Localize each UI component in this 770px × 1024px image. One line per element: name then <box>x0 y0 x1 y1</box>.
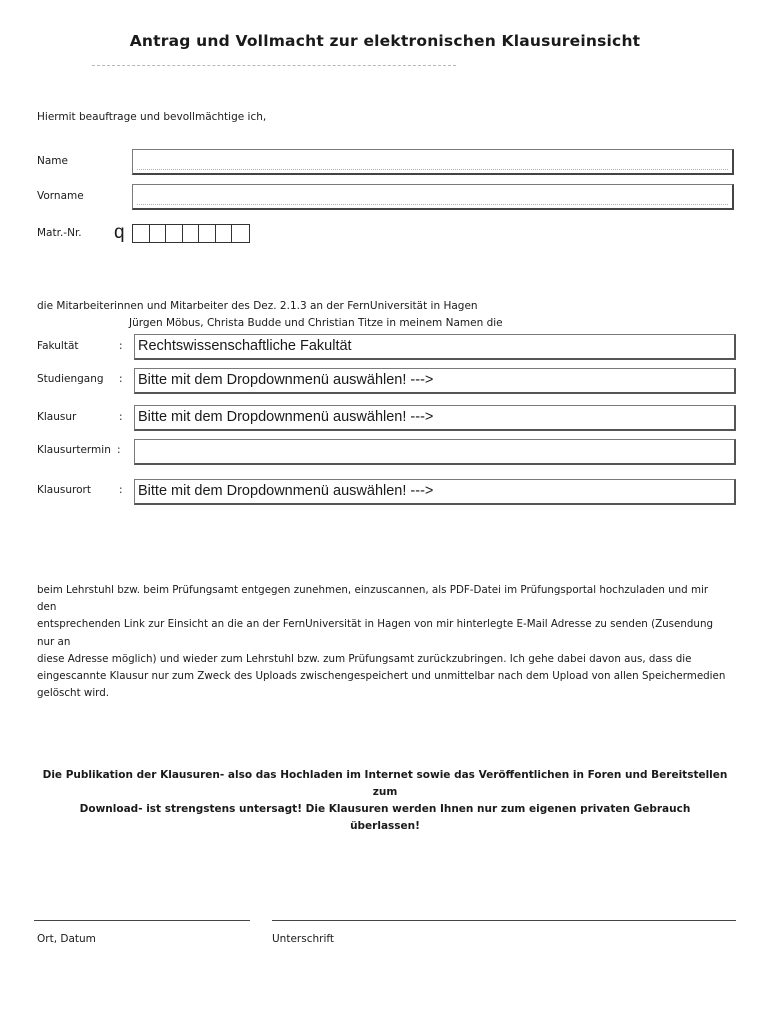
consent-line: eingescannte Klausur nur zum Zweck des Uploads zwischengespeichert und unmittelbar nach dem Upload von allen Speichermedien <box>37 670 726 683</box>
consent-line: diese Adresse möglich) und wieder zum Lehrstuhl bzw. zum Prüfungsamt zurückzubringen. Ich gehe dabei davon aus, dass die <box>37 652 692 665</box>
klausurtermin-colon: : <box>117 444 121 456</box>
consent-line: gelöscht wird. <box>37 687 110 700</box>
fakultaet-select[interactable]: Rechtswissenschaftliche Fakultät <box>134 334 736 360</box>
title-divider <box>92 65 456 66</box>
consent-paragraph <box>37 582 727 702</box>
intro-text: Hiermit beauftrage und bevollmächtige ich, <box>37 111 267 123</box>
unterschrift-label: Unterschrift <box>272 933 334 945</box>
fakultaet-label: Fakultät <box>37 340 79 352</box>
klausur-select[interactable]: Bitte mit dem Dropdownmenü auswählen! ---> <box>134 405 736 431</box>
klausur-label: Klausur <box>37 411 77 423</box>
vorname-label: Vorname <box>37 190 84 202</box>
consent-line: beim Lehrstuhl bzw. beim Prüfungsamt entgegen zunehmen, einzuscannen, als PDF-Datei im Prüfungsportal hochzuladen und mir den <box>37 584 709 614</box>
warning-line: Die Publikation der Klausuren- also das Hochladen im Internet sowie das Veröffentlichen in Foren und Bereitstellen zum <box>42 769 728 798</box>
name-field[interactable] <box>132 149 734 175</box>
studiengang-label: Studiengang <box>37 373 104 385</box>
consent-line: entsprechenden Link zur Einsicht an die an der FernUniversität in Hagen von mir hinterlegte E-Mail Adresse zu senden (Zusendung nur an <box>37 618 714 648</box>
matr-digit-box[interactable] <box>216 225 233 242</box>
matr-digit-box[interactable] <box>199 225 216 242</box>
klausurort-label: Klausurort <box>37 484 91 496</box>
klausurtermin-field[interactable] <box>134 439 736 465</box>
matr-label: Matr.-Nr. <box>37 227 82 239</box>
name-label: Name <box>37 155 68 167</box>
delegation-line-2: Jürgen Möbus, Christa Budde und Christian Titze in meinem Namen die <box>129 317 503 329</box>
studiengang-colon: : <box>119 373 123 385</box>
matr-digit-box[interactable] <box>166 225 183 242</box>
page-title: Antrag und Vollmacht zur elektronischen Klausureinsicht <box>129 32 641 50</box>
klausurtermin-label: Klausurtermin <box>37 444 111 456</box>
vorname-field[interactable] <box>132 184 734 210</box>
klausur-colon: : <box>119 411 123 423</box>
studiengang-select[interactable]: Bitte mit dem Dropdownmenü auswählen! ---> <box>134 368 736 394</box>
ort-datum-label: Ort, Datum <box>37 933 96 945</box>
warning-line: Download- ist strengstens untersagt! Die Klausuren werden Ihnen nur zum eigenen privaten Gebrauch <box>79 803 691 815</box>
fakultaet-colon: : <box>119 340 123 352</box>
warning-line: überlassen! <box>350 820 420 832</box>
matr-number-boxes[interactable] <box>132 224 250 243</box>
publication-warning <box>40 767 730 835</box>
ort-datum-line[interactable] <box>34 920 250 921</box>
matr-prefix: q <box>114 222 125 243</box>
klausurort-colon: : <box>119 484 123 496</box>
signature-line[interactable] <box>272 920 736 921</box>
delegation-line-1: die Mitarbeiterinnen und Mitarbeiter des Dez. 2.1.3 an der FernUniversität in Hagen <box>37 300 478 312</box>
klausurort-select[interactable]: Bitte mit dem Dropdownmenü auswählen! ---> <box>134 479 736 505</box>
matr-digit-box[interactable] <box>232 225 249 242</box>
matr-digit-box[interactable] <box>133 225 150 242</box>
matr-digit-box[interactable] <box>183 225 200 242</box>
delegation-text <box>37 298 503 332</box>
matr-digit-box[interactable] <box>150 225 167 242</box>
